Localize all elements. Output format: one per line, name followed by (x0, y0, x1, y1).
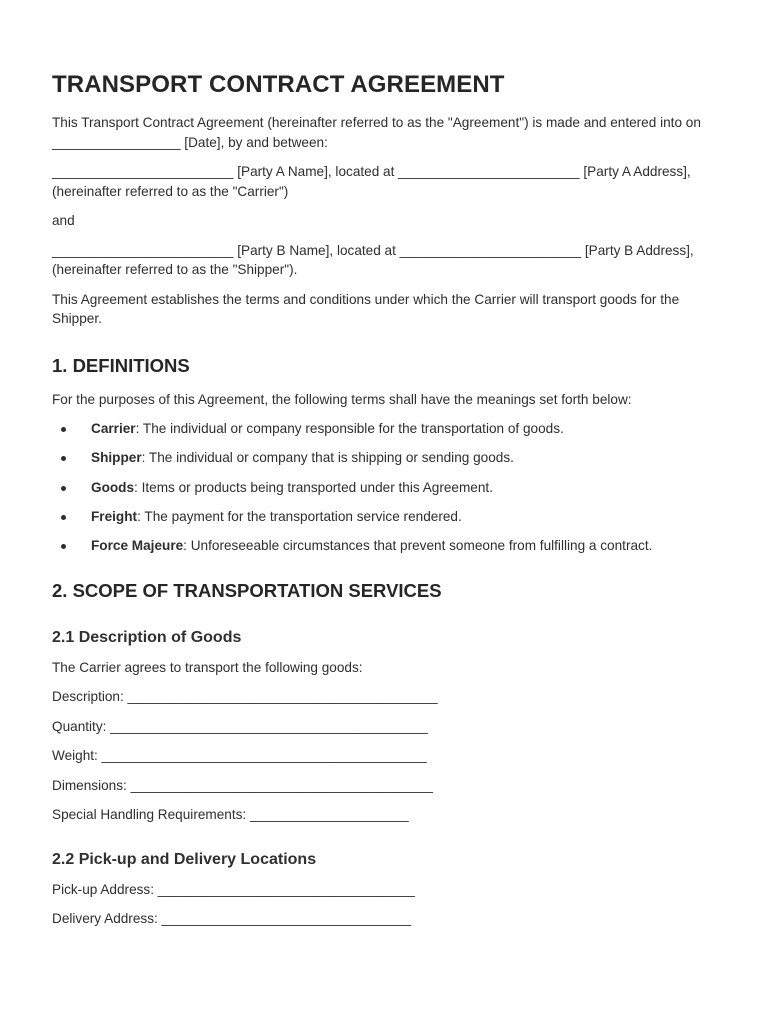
definition-item (52, 419, 718, 439)
definition-text: : Unforeseeable circumstances that prevent someone from fulfilling a contract. (183, 538, 653, 554)
definition-term: Force Majeure (91, 538, 184, 554)
definitions-heading: 1. DEFINITIONS (52, 354, 190, 376)
definition-item (52, 536, 718, 556)
definition-text: : Items or products being transported under this Agreement. (134, 479, 493, 495)
definition-text: : The payment for the transportation service rendered. (137, 508, 462, 524)
delivery-address-field: Delivery Address: _________________________________ (52, 911, 412, 927)
goods-intro: The Carrier agrees to transport the following goods: (52, 659, 363, 675)
definition-term: Shipper (91, 450, 142, 466)
bullet-icon (61, 515, 66, 520)
scope-heading: 2. SCOPE OF TRANSPORTATION SERVICES (52, 579, 442, 601)
party-a-paragraph: ________________________ [Party A Name], located at ________________________ [Party A Address], (hereinafter referred to as the "Carrier") (52, 164, 691, 199)
definition-text: : The individual or company responsible for the transportation of goods. (135, 421, 564, 436)
definition-term: Freight (91, 508, 138, 524)
locations-heading: 2.2 Pick-up and Delivery Locations (52, 850, 317, 868)
document-content (52, 70, 718, 939)
bullet-icon (61, 544, 66, 549)
description-field: Description: _________________________________________ (52, 689, 438, 705)
pickup-address-field: Pick-up Address: __________________________________ (52, 881, 415, 897)
document-title: TRANSPORT CONTRACT AGREEMENT (52, 71, 505, 98)
definition-term: Goods (91, 479, 135, 495)
and-paragraph: and (52, 213, 75, 228)
definition-item (52, 507, 718, 527)
intro-paragraph: This Transport Contract Agreement (hereinafter referred to as the "Agreement") is made and entered into on _________________ [Date], by and between: (52, 115, 701, 150)
special-handling-field: Special Handling Requirements: _____________________ (52, 807, 409, 823)
party-b-paragraph: ________________________ [Party B Name], located at ________________________ [Party B Address], (hereinafter referred to as the "Shipper"). (52, 242, 694, 277)
definitions-intro: For the purposes of this Agreement, the following terms shall have the meanings set forth below: (52, 391, 632, 407)
definitions-list (52, 419, 718, 556)
bullet-icon (61, 456, 66, 461)
definition-text: : The individual or company that is shipping or sending goods. (141, 450, 514, 466)
definition-item (52, 478, 718, 498)
weight-field: Weight: ___________________________________________ (52, 748, 427, 764)
definition-item (52, 448, 718, 468)
bullet-icon (61, 486, 66, 491)
goods-heading: 2.1 Description of Goods (52, 628, 242, 646)
bullet-icon (61, 427, 66, 432)
purpose-paragraph: This Agreement establishes the terms and conditions under which the Carrier will transport goods for the Shipper. (52, 291, 680, 326)
definition-term: Carrier (91, 421, 136, 436)
quantity-field: Quantity: __________________________________________ (52, 718, 428, 734)
dimensions-field: Dimensions: ________________________________________ (52, 777, 433, 793)
